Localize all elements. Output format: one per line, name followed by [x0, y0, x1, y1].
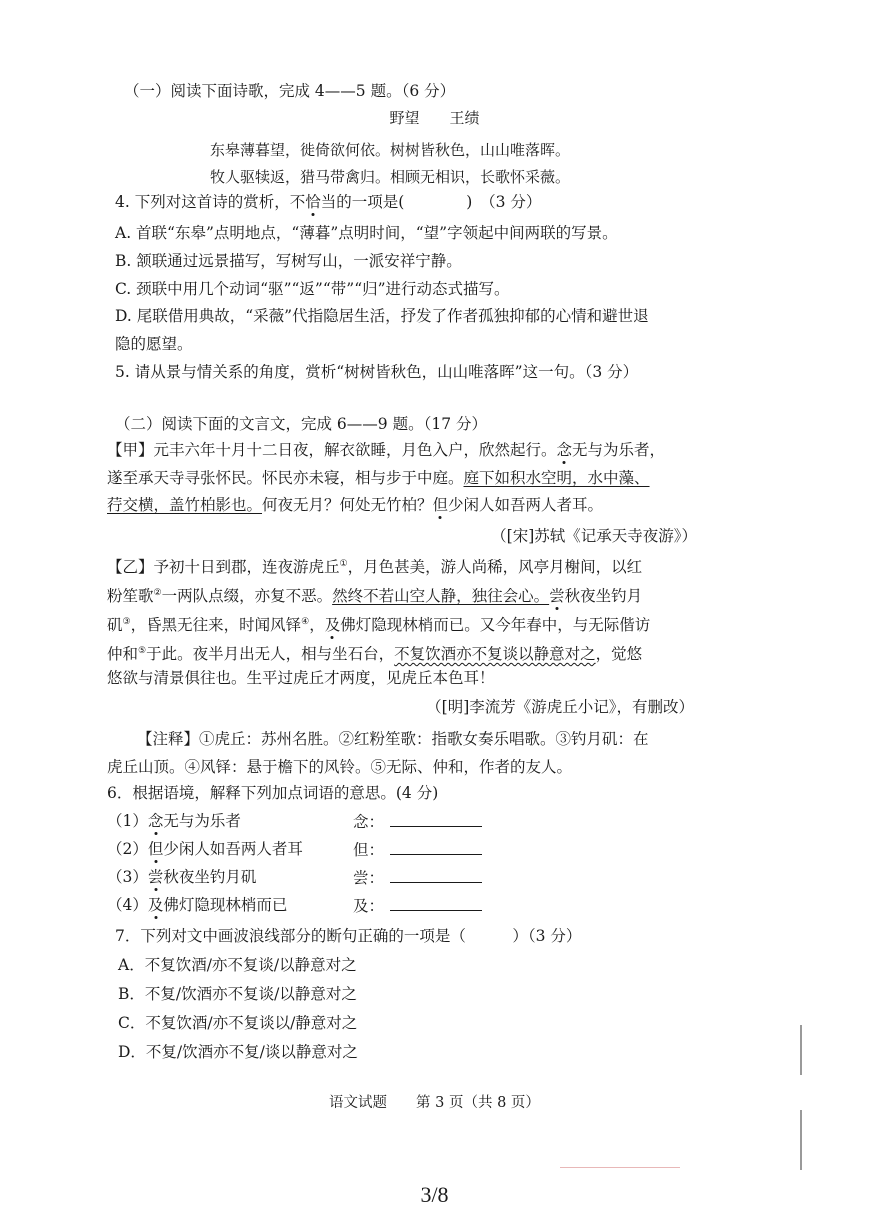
yi-l3-mid2: ，	[309, 616, 325, 635]
q6-answer-1	[353, 810, 482, 833]
q6-answer-1-label: 念：	[353, 813, 385, 831]
jia-l3-pre: 何夜无月？何处无竹柏？	[262, 496, 433, 514]
yi-l2-pre: 粉笙歌	[107, 587, 154, 606]
yi-l3-note1: ③	[122, 617, 131, 627]
jia-l2-underlined: 庭下如积水空明，水中藻、	[463, 469, 650, 487]
yi-l4-wavy: 不复饮酒亦不复谈以静意对之	[394, 645, 596, 664]
q6-item-2-num: （2）	[107, 840, 148, 858]
q4-stem-post: 的一项是( ) （3 分）	[336, 193, 542, 211]
jia-source: （[宋]苏轼《记承天寺夜游》）	[491, 527, 697, 545]
q7-option-b: B．不复/饮酒亦不复谈/以静意对之	[118, 985, 357, 1003]
q6-item-1-dot: 念	[147, 812, 164, 830]
jia-l1-dot: 念	[556, 441, 573, 459]
q5-stem: 5. 请从景与情关系的角度，赏析“树树皆秋色，山山唯落晖”这一句。（3 分）	[115, 363, 639, 381]
yi-l3-note2: ④	[301, 617, 310, 627]
q6-item-2-text: 少闲人如吾两人者耳	[163, 840, 303, 858]
q6-answer-2	[353, 838, 482, 861]
q6-item-4-dot: 及	[147, 896, 164, 914]
q4-stem-pre: 4. 下列对这首诗的赏析，	[115, 193, 290, 211]
page-footer: 语文试题 第 3 页（共 8 页）	[329, 1095, 540, 1111]
yi-l3-pre: 矶	[107, 616, 123, 635]
yi-l3-dot: 及	[324, 616, 341, 635]
q6-answer-4-label: 及：	[353, 897, 385, 915]
scan-mark-vertical-2	[800, 1110, 802, 1170]
q6-item-1-num: （1）	[107, 812, 148, 830]
page-number: 3/8	[420, 1182, 449, 1207]
jia-l1-post: 无与为乐者，	[572, 441, 666, 459]
q6-item-1-text: 无与为乐者	[163, 812, 241, 830]
jia-l3-underlined: 荇交横，盖竹柏影也。	[107, 496, 263, 514]
q7-option-c: C．不复饮酒/亦不复谈以/静意对之	[118, 1014, 358, 1032]
q6-item-3-dot: 尝	[147, 868, 164, 886]
yi-line-3	[107, 611, 650, 636]
q6-item-3-text: 秋夜坐钓月矶	[163, 868, 257, 886]
jia-line-2	[107, 467, 650, 489]
yi-l2-mid: 一两队点缀，亦复不恶。	[161, 587, 333, 606]
q4-option-b: B. 颔联通过远景描写，写树写山，一派安祥宁静。	[115, 252, 462, 270]
q6-answer-3	[353, 866, 482, 889]
yi-line-5: 悠欲与清景俱往也。生平过虎丘才两度，见虎丘本色耳！	[107, 669, 495, 687]
q6-answer-3-blank[interactable]	[390, 866, 482, 883]
poem-title: 野望 王绩	[389, 109, 480, 127]
yi-l4-note: ⑤	[138, 646, 147, 656]
yi-line-2	[107, 582, 642, 607]
yi-l3-mid: ，昏黑无往来，时闻风铎	[130, 616, 302, 635]
q6-item-2-dot: 但	[147, 840, 164, 858]
jia-l3-post: 少闲人如吾两人者耳。	[448, 496, 604, 514]
q7-option-a: A．不复饮酒/亦不复谈/以静意对之	[118, 956, 357, 974]
jia-l1-pre: 【甲】元丰六年十月十二日夜，解衣欲睡，月色入户，欣然起行。	[107, 441, 557, 459]
notes-line-2: 虎丘山顶。④风铎：悬于檐下的风铃。⑤无际、仲和，作者的友人。	[107, 758, 573, 776]
yi-l2-dot: 尝	[549, 587, 565, 606]
q6-item-4-num: （4）	[107, 896, 148, 914]
yi-l4-pre: 仲和	[107, 645, 139, 664]
q6-answer-3-label: 尝：	[353, 869, 385, 887]
poem-line-2: 牧人驱犊返，猎马带禽归。相顾无相识，长歌怀采薇。	[210, 168, 571, 186]
q6-item-3-num: （3）	[107, 868, 148, 886]
section1-heading: （一）阅读下面诗歌，完成 4——5 题。（6 分）	[124, 82, 456, 100]
poem-line-1: 东皋薄暮望，徙倚欲何依。树树皆秋色，山山唯落晖。	[210, 141, 571, 159]
q6-stem: 6．根据语境，解释下列加点词语的意思。(4 分)	[107, 784, 439, 802]
jia-line-3	[107, 494, 603, 516]
yi-l1-post: ，月色甚美，游人尚稀，风亭月榭间，以红	[347, 558, 643, 577]
jia-line-1	[107, 439, 665, 461]
q6-item-4-text: 佛灯隐现林梢而已	[163, 896, 288, 914]
jia-l3-dot: 但	[432, 496, 449, 514]
q7-stem: 7．下列对文中画波浪线部分的断句正确的一项是（ ）（3 分）	[115, 927, 582, 945]
yi-l2-note: ②	[153, 588, 162, 598]
yi-source: （[明]李流芳《游虎丘小记》，有删改）	[426, 698, 694, 716]
yi-line-1	[107, 553, 642, 578]
q6-item-2	[107, 838, 303, 860]
q6-answer-4	[353, 894, 482, 917]
yi-line-4	[107, 640, 642, 665]
yi-l4-post: ，觉悠	[595, 645, 643, 664]
q4-option-d-cont: 隐的愿望。	[115, 335, 193, 353]
scan-mark-line	[560, 1167, 680, 1168]
q6-item-3	[107, 866, 256, 888]
yi-l1-pre: 【乙】予初十日到郡，连夜游虎丘	[107, 558, 340, 577]
q4-stem-dotted: 不恰当	[289, 193, 337, 211]
yi-l2-underlined: 然终不若山空人静，独往会心。	[332, 587, 550, 606]
q4-option-a: A. 首联“东皋”点明地点，“薄暮”点明时间，“望”字领起中间两联的写景。	[115, 224, 618, 242]
section2-heading: （二）阅读下面的文言文，完成 6——9 题。（17 分）	[115, 415, 487, 433]
q4-stem	[115, 191, 541, 213]
yi-l3-post: 佛灯隐现林梢而已。又今年春中，与无际偕访	[340, 616, 651, 635]
q7-option-d: D．不复/饮酒亦不复/谈以静意对之	[118, 1043, 358, 1061]
yi-l4-mid: 于此。夜半月出无人，相与坐石台，	[146, 645, 395, 664]
q6-answer-2-blank[interactable]	[390, 838, 482, 855]
q6-answer-4-blank[interactable]	[390, 894, 482, 911]
q6-answer-1-blank[interactable]	[390, 810, 482, 827]
yi-l2-post: 秋夜坐钓月	[564, 587, 643, 606]
q6-item-1	[107, 810, 241, 832]
yi-l1-note: ①	[339, 559, 348, 569]
notes-line-1: 【注释】①虎丘：苏州名胜。②红粉笙歌：指歌女奏乐唱歌。③钓月矶：在	[137, 730, 649, 748]
q6-answer-2-label: 但：	[353, 841, 385, 859]
scan-mark-vertical-1	[800, 1025, 802, 1075]
jia-l2: 遂至承天寺寻张怀民。怀民亦未寝，相与步于中庭。	[107, 469, 464, 487]
q6-item-4	[107, 894, 287, 916]
q4-option-d: D. 尾联借用典故，“采薇”代指隐居生活，抒发了作者孤独抑郁的心情和避世退	[115, 307, 649, 325]
q4-option-c: C. 颈联中用几个动词“驱”“返”“带”“归”进行动态式描写。	[115, 280, 510, 298]
